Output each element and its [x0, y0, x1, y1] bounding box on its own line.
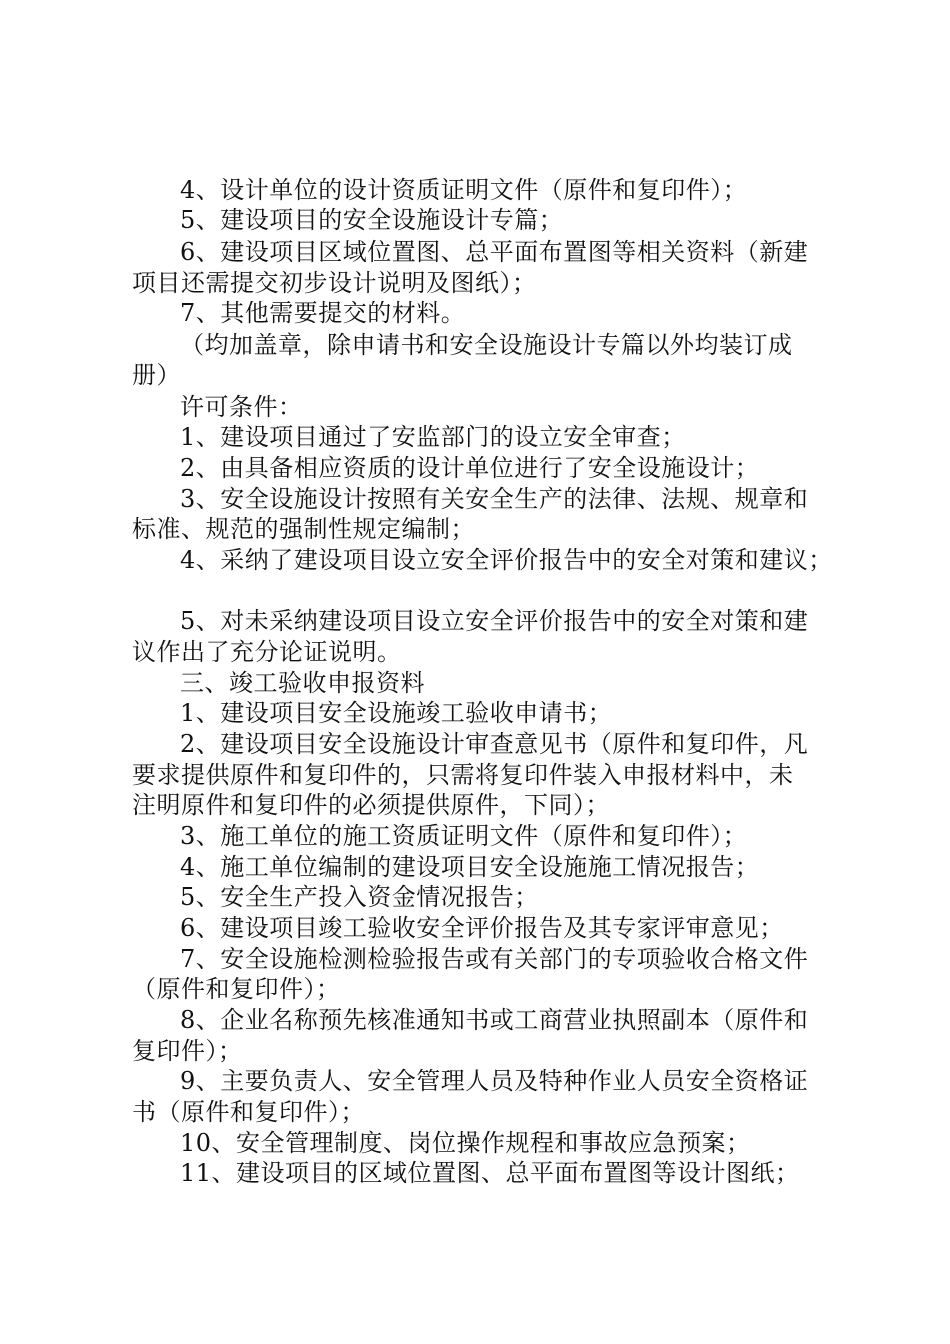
paragraph-line: 5、安全生产投入资金情况报告；	[180, 883, 539, 911]
paragraph-line: 要求提供原件和复印件的，只需将复印件装入申报材料中，未	[132, 761, 794, 789]
paragraph-line: 5、对未采纳建设项目设立安全评价报告中的安全对策和建	[180, 607, 809, 635]
paragraph-line: 册）	[132, 361, 181, 389]
paragraph-line: 4、设计单位的设计资质证明文件（原件和复印件）；	[180, 176, 748, 204]
section-heading: 许可条件：	[180, 393, 303, 421]
paragraph-line: 议作出了充分论证说明。	[132, 638, 402, 666]
paragraph-line: 11、建设项目的区域位置图、总平面布置图等设计图纸；	[180, 1159, 800, 1187]
paragraph-line: 7、其他需要提交的材料。	[180, 299, 466, 327]
paragraph-line: （原件和复印件）；	[132, 975, 341, 1003]
paragraph-line: 标准、规范的强制性规定编制；	[132, 515, 475, 543]
paragraph-line: 复印件）；	[132, 1037, 243, 1065]
paragraph-line: 5、建设项目的安全设施设计专篇；	[180, 206, 564, 234]
paragraph-line: 6、建设项目竣工验收安全评价报告及其专家评审意见；	[180, 914, 784, 942]
paragraph-line: 注明原件和复印件的必须提供原件，下同）；	[132, 791, 610, 819]
paragraph-line: 项目还需提交初步设计说明及图纸）；	[132, 269, 537, 297]
paragraph-line: 4、施工单位编制的建设项目安全设施施工情况报告；	[180, 853, 760, 881]
paragraph-line: 1、建设项目安全设施竣工验收申请书；	[180, 699, 613, 727]
paragraph-line: 3、施工单位的施工资质证明文件（原件和复印件）；	[180, 822, 748, 850]
paragraph-line: 3、安全设施设计按照有关安全生产的法律、法规、规章和	[180, 485, 809, 513]
paragraph-line: 10、安全管理制度、岗位操作规程和事故应急预案；	[180, 1129, 751, 1157]
paragraph-line: 2、建设项目安全设施设计审查意见书（原件和复印件，凡	[180, 730, 809, 758]
section-heading: 三、竣工验收申报资料	[180, 669, 425, 697]
paragraph-line: 1、建设项目通过了安监部门的设立安全审查；	[180, 423, 686, 451]
paragraph-line: 2、由具备相应资质的设计单位进行了安全设施设计；	[180, 454, 760, 482]
paragraph-line: 6、建设项目区域位置图、总平面布置图等相关资料（新建	[180, 238, 809, 266]
paragraph-line: 9、主要负责人、安全管理人员及特种作业人员安全资格证	[180, 1067, 809, 1095]
paragraph-line: 8、企业名称预先核准通知书或工商营业执照副本（原件和	[180, 1006, 809, 1034]
paragraph-line: 书（原件和复印件）；	[132, 1098, 365, 1126]
paragraph-line: （均加盖章，除申请书和安全设施设计专篇以外均装订成	[180, 331, 793, 359]
paragraph-line: 7、安全设施检测检验报告或有关部门的专项验收合格文件	[180, 945, 809, 973]
paragraph-line: 4、采纳了建设项目设立安全评价报告中的安全对策和建议；	[180, 546, 833, 574]
